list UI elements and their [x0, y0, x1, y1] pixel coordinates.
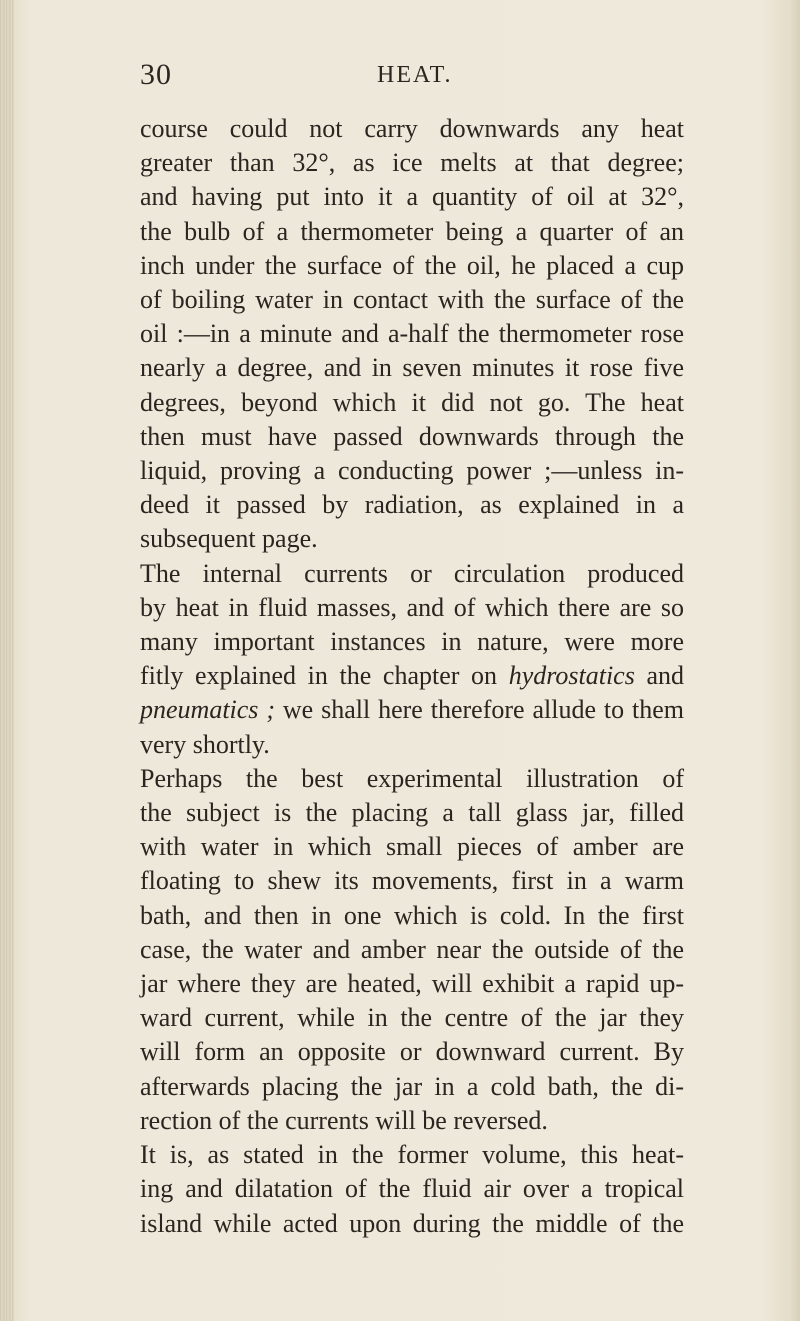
text-line: the bulb of a thermometer being a quarter of an: [140, 216, 684, 246]
paragraph-2: [140, 557, 684, 762]
text-line: and having put into it a quantity of oil at 32°,: [140, 182, 684, 212]
text-line: island while acted upon during the middle of the: [140, 1208, 684, 1238]
text-line: The internal currents or circulation produced: [140, 558, 684, 588]
text-line: oil :—in a minute and a-half the thermometer rose: [140, 319, 684, 349]
text-line: greater than 32°, as ice melts at that degree;: [140, 148, 684, 178]
text-line: by heat in fluid masses, and of which there are so: [140, 592, 684, 622]
paragraph-3: [140, 762, 684, 1138]
text-line: It is, as stated in the former volume, this heat-: [140, 1140, 684, 1170]
text-line: rection of the currents will be reversed.: [140, 1105, 548, 1135]
text-line: then must have passed downwards through the: [140, 421, 684, 451]
body-text: [140, 112, 684, 1241]
text-line: of boiling water in contact with the surface of the: [140, 285, 684, 315]
text-line: with water in which small pieces of amber are: [140, 832, 684, 862]
text-line: ward current, while in the centre of the jar they: [140, 1003, 684, 1033]
text-line: jar where they are heated, will exhibit a rapid up-: [140, 969, 684, 999]
text-line: Perhaps the best experimental illustration of: [140, 763, 684, 793]
text-line: bath, and then in one which is cold. In the first: [140, 900, 684, 930]
paragraph-4: [140, 1138, 684, 1241]
italic-term: hydrostatics: [508, 661, 635, 691]
text-line: [140, 659, 684, 693]
text-line: will form an opposite or downward current. By: [140, 1037, 684, 1067]
text-line: many important instances in nature, were more: [140, 627, 684, 657]
text-line: inch under the surface of the oil, he placed a cup: [140, 250, 684, 280]
text-segment: fitly explained in the chapter on: [140, 661, 509, 691]
text-line: very shortly.: [140, 729, 270, 759]
text-line: the subject is the placing a tall glass jar, filled: [140, 798, 684, 828]
text-line: degrees, beyond which it did not go. The heat: [140, 387, 684, 417]
italic-term: pneumatics ;: [140, 695, 275, 725]
paragraph-1: [140, 112, 684, 557]
text-line: [140, 693, 684, 727]
text-segment: and: [634, 661, 684, 691]
page-header: [0, 58, 800, 94]
text-line: floating to shew its movements, first in a warm: [140, 866, 684, 896]
text-line: subsequent page.: [140, 524, 318, 554]
text-line: deed it passed by radiation, as explained in a: [140, 490, 684, 520]
page-number: 30: [140, 58, 172, 91]
text-line: liquid, proving a conducting power ;—unless in-: [140, 456, 684, 486]
text-line: ing and dilatation of the fluid air over a tropical: [140, 1174, 684, 1204]
text-line: course could not carry downwards any heat: [140, 114, 684, 143]
text-segment: we shall here therefore allude to them: [274, 695, 684, 725]
page-gutter: [0, 0, 14, 1321]
text-line: nearly a degree, and in seven minutes it rose five: [140, 353, 684, 383]
running-head: HEAT.: [377, 62, 453, 88]
text-line: afterwards placing the jar in a cold bath, the di-: [140, 1071, 684, 1101]
text-line: case, the water and amber near the outside of the: [140, 934, 684, 964]
